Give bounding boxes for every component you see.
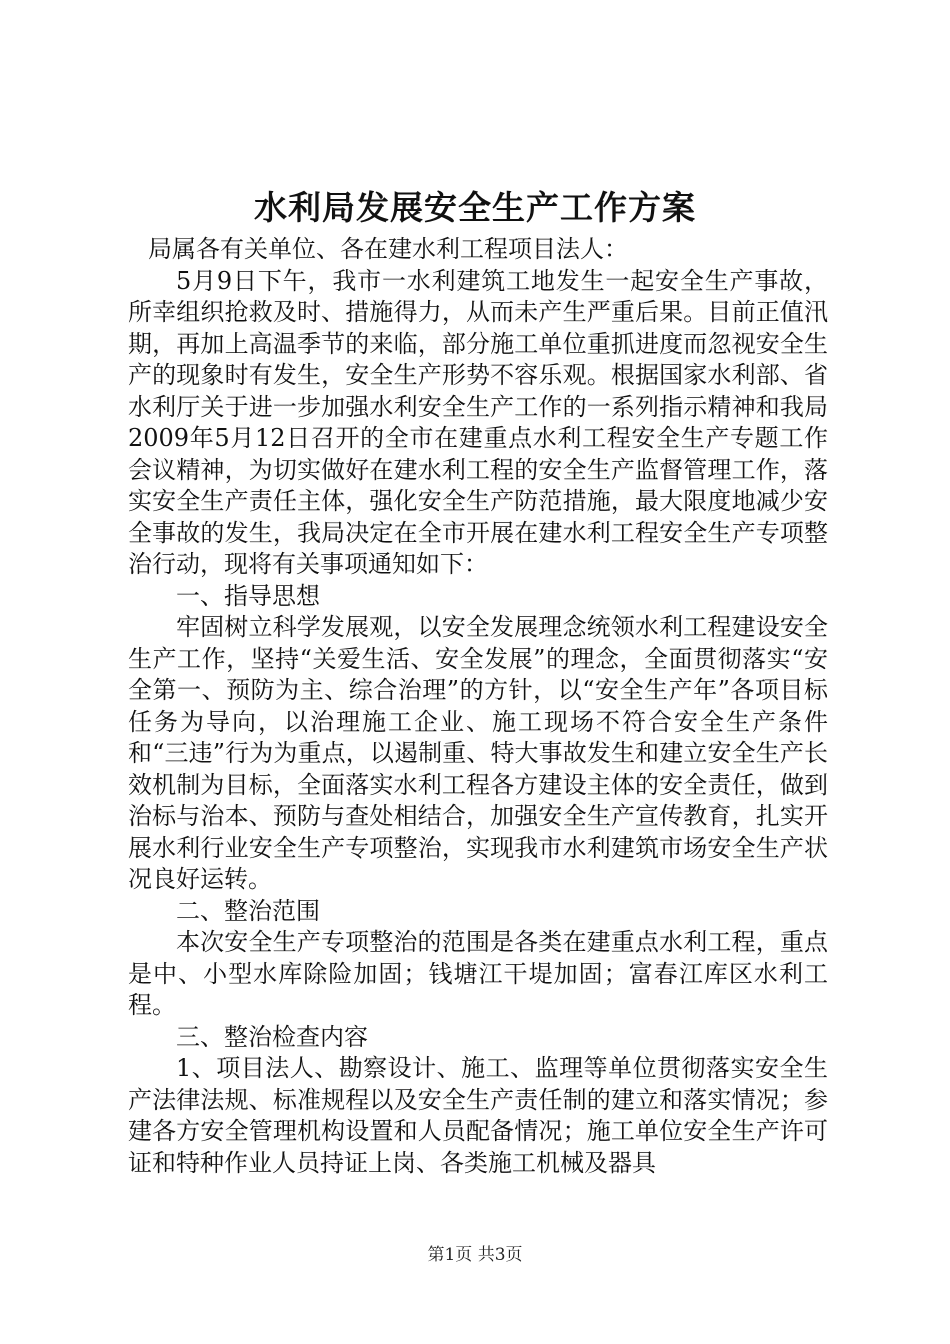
scope-paragraph: 本次安全生产专项整治的范围是各类在建重点水利工程，重点是中、小型水库除险加固；钱塘江干堤加固；富春江库区水利工程。 — [128, 928, 828, 1019]
document-title: 水利局发展安全生产工作方案 — [254, 188, 696, 227]
section-heading-scope: 二、整治范围 — [176, 896, 320, 925]
salutation-paragraph: 局属各有关单位、各在建水利工程项目法人： — [148, 235, 628, 263]
section-heading-inspection-content: 三、整治检查内容 — [176, 1022, 368, 1051]
intro-paragraph: 5月9日下午，我市一水利建筑工地发生一起安全生产事故，所幸组织抢救及时、措施得力，从而未产生严重后果。目前正值汛期，再加上高温季节的来临，部分施工单位重抓进度而忽视安全生产的现象时有发生，安全生产形势不容乐观。根据国家水利部、省水利厅关于进一步加强水利安全生产工作的一系列指示精神和我局2009年5月12日召开的全市在建重点水利工程安全生产专题工作会议精神，为切实做好在建水利工程的安全生产监督管理工作，落实安全生产责任主体，强化安全生产防范措施，最大限度地减少安全事故的发生，我局决定在全市开展在建水利工程安全生产专项整治行动，现将有关事项通知如下： — [128, 266, 828, 578]
document-body — [128, 234, 828, 1179]
inspection-item-1-paragraph: 1、项目法人、勘察设计、施工、监理等单位贯彻落实安全生产法律法规、标准规程以及安全生产责任制的建立和落实情况；参建各方安全管理机构设置和人员配备情况；施工单位安全生产许可证和特种作业人员持证上岗、各类施工机械及器具 — [128, 1054, 828, 1177]
section-heading-guiding-thought: 一、指导思想 — [176, 581, 320, 610]
guiding-thought-paragraph: 牢固树立科学发展观，以安全发展理念统领水利工程建设安全生产工作，坚持“关爱生活、安全发展”的理念，全面贯彻落实“安全第一、预防为主、综合治理”的方针，以“安全生产年”各项目标任务为导向，以治理施工企业、施工现场不符合安全生产条件和“三违”行为为重点，以遏制重、特大事故发生和建立安全生产长效机制为目标，全面落实水利工程各方建设主体的安全责任，做到治标与治本、预防与查处相结合，加强安全生产宣传教育，扎实开展水利行业安全生产专项整治，实现我市水利建筑市场安全生产状况良好运转。 — [128, 613, 828, 893]
page-footer: 第1页 共3页 — [427, 1245, 523, 1265]
